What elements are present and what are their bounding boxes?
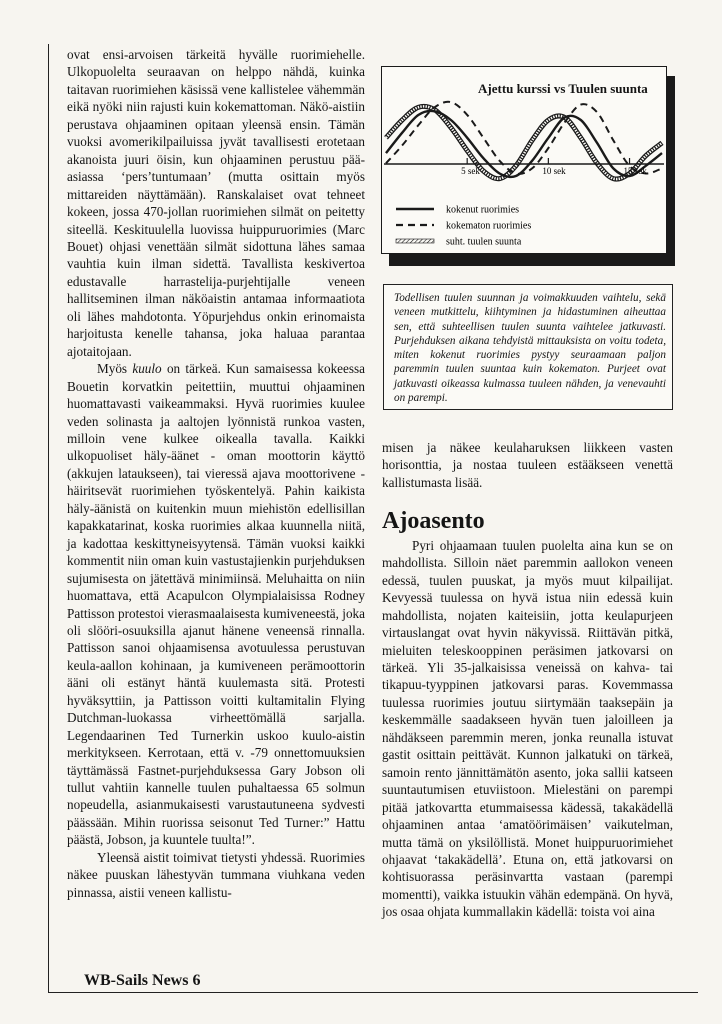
legend-label: kokenut ruorimies: [446, 204, 520, 216]
left-paragraph-2-body: on tärkeä. Kun samaisessa kokeessa Bouetin korvatkin peitettiin, muuttui ohjaaminen huomattavasti vaikeammaksi. Hyvä ruorimies kuulee veden solinasta ja aaltojen lyönnistä runkoa vasten, milloin vene kulkee oikealla tavalla. Kaikki ulkopuoliset häly-äänet - oman moottorin käyttö (akkujen lataukseen), tai vieressä ajava moottorivene - häiritsevät ruorimiehen työskentelyä. Pahin kaikista häly-äänistä on kuitenkin muun miehistön edellisillan kapakkatarinat, koska ruorimies alkaa kuunnella niitä, ja kadottaa keskittyneisyytensä. Tämän vuoksi kaikki kommentit niin oman kuin vastustajienkin purjehduksen sujumisesta on jätettävä minimiinsä. Meluhaitta on niin huomattava, että Acapulcon Olympialaisissa Rodney Pattisson protestoi vierasmaalaisesta kumiveneestä, joka oli slööri-osuuksilla ajanut hänene veneensä rinnalla. Pattisson sanoi ohjaamisensa avotuulessa perustuvan keula-aallon kohinaan, ja kumiveneen perämoottorin ääni oli estänyt häntä kuulemasta sitä. Protesti hyväksyttiin, ja Pattisson voitti kultamitalin Flying Dutchman-luokassa virheettömällä sarjalla. Legendaarinen Ted Turnerkin uskoo kuulo-aistin merkitykseen. Kerrotaan, että v. -79 onnettomuuksien täyttämässä Fastnet-purjehduksessa Gary Jobson oli tullut vahtiin kannelle tuulen puhaltaessa 65 solmun nopeudella, asianmukaisesti varustautuneena sydvesti päässään. Mihin ruorissa seisonut Ted Turner:” Hattu päästä, Jobson, ja kuuntele tuulta!”.: [67, 361, 365, 848]
left-paragraph-2: [67, 360, 365, 849]
x-tick-label: 10 sek: [542, 166, 566, 176]
chart-caption-text: Todellisen tuulen suunnan ja voimakkuuden vaihtelu, sekä veneen mutkittelu, kiihtyminen ja hidastuminen aiheuttaa sen, että suhteellisen tuulen suunta vaihtelee jatkuvasti. Purjehduksen aikana tehdyistä mittauksista on voitu todeta, miten kokenut ruorimies pystyy seuraamaan paljon paremmin tuulen suuntaa kuin kokematon. Purjeet ovat jatkuvasti oikeassa kulmassa tuuleen nähden, ja venevauhti on parempi.: [394, 292, 666, 405]
left-paragraph-1: ovat ensi-arvoisen tärkeitä hyvälle ruorimiehelle. Ulkopuolelta seuraavan on helppo nähdä, kuinka taitavan ruorimiehen käsissä vene kallistelee vähemmän eikä nyöki niin rajusti kuin kokemattoman. Näkö-aistiin perustava ohjaaminen opitaan yleensä ensin. Tämän vuoksi avomerikilpailuissa jyvät tavallisesti erotetaan akanoista juuri öisin, kun ohjaaminen perustuu pää-asiassa ‘pers’tuntumaan’ (mutta osittain myös mittareiden näyttämään). Ranskalaiset ovat tehneet kokeen, jossa 470-jollan ruorimiehen silmät on peitetty siteellä. Keskituulella luovissa huippuruorimies (Marc Bouet) ohjasi venettään silmät sidottuna lähes samaa vauhtia kuin ilman sidettä. Tavallista keskivertoa edustavalle harrastelija-purjehtijalle veneen hallitseminen ilman näköaistin antamaa informaatiota oli lähes mahdotonta. Yöpurjehdus onkin erinomaista harjoitusta kenelle tahansa, joka haluaa parantaa ajotaitojaan.: [67, 47, 365, 359]
legend-swatch-hatched: [396, 239, 434, 243]
left-column: [67, 46, 365, 901]
footer-rule: [48, 992, 698, 993]
chart-figure: [381, 66, 677, 266]
right-column: [382, 439, 673, 921]
series-line-solid: [386, 111, 662, 177]
column-rule-vertical: [48, 44, 49, 992]
legend-label: suht. tuulen suunta: [446, 236, 522, 248]
footer-label: WB-Sails News 6: [84, 972, 201, 989]
left-paragraph-2-emphasis: kuulo: [132, 361, 162, 377]
chart-frame: [381, 66, 667, 254]
x-tick-label: 5 sek: [461, 166, 480, 176]
legend-label: kokematon ruorimies: [446, 220, 532, 232]
right-paragraph-2: Pyri ohjaamaan tuulen puolelta aina kun se on mahdollista. Silloin näet paremmin aallokon veneen edessä, tuulen puuskat, ja myös muut kilpailijat. Kevyessä tuulessa on hyvä istua niin edessä kuin mahdollista, nojaten kaiteisiin, jotta keulapurjeen virtauslangat ovat hyvin näkyvissä. Riittävän pitkä, mieluiten teleskooppinen peräsimen jatkovarsi on tärkeä. Yli 35-jalkaisissa veneissä on kahva- tai tikapuu-tyyppinen jatkovarsi paras. Kovemmassa tuulessa ruorimies joutuu siirtymään taaksepäin ja keskemmälle saadakseen hyvän tuen jaloilleen ja nähdäkseen paremmin meren, jonka reunalla istuvat gastit osittain peittävät. Kunnon jalkatuki on tärkeä, samoin rento jännittämätön asento, joka sallii katseen suuntautumisen etuviistoon. Mielestäni on parempi pitää jatkovartta etummaisessa kädessä, takakädellä ohjaaminen antaa ‘amatöörimäisen’ vaikutelman, mutta tämä on yksilöllistä. Monet huippuruorimiehet ohjaavat ‘takakädellä’. Etuna on, että jatkovarsi on kohtisuorassa peräsinvartta vastaan (parempi momentti), vaikka istuukin vähän edempänä. On hyvä, jos osaa ohjata kummallakin kädellä: toista voi aina: [382, 537, 673, 920]
left-paragraph-3: Yleensä aistit toimivat tietysti yhdessä. Ruorimies näkee puuskan lähestyvän tummana viuhkana veden pinnassa, aistii veneen kallistu-: [67, 849, 365, 900]
chart-caption-box: [383, 284, 673, 410]
chart-plot: [382, 67, 666, 253]
right-paragraph-1: misen ja näkee keulaharuksen liikkeen vasten horisonttia, ja nostaa tuuleen estääkseen venettä kallistumasta lisää.: [382, 440, 673, 490]
left-paragraph-2-lead: Myös: [97, 361, 133, 377]
chart-title: Ajettu kurssi vs Tuulen suunta: [478, 81, 648, 96]
section-heading: Ajoasento: [382, 508, 485, 535]
x-tick-label: 15 sek: [623, 166, 647, 176]
series-line-dashed: [386, 102, 662, 174]
